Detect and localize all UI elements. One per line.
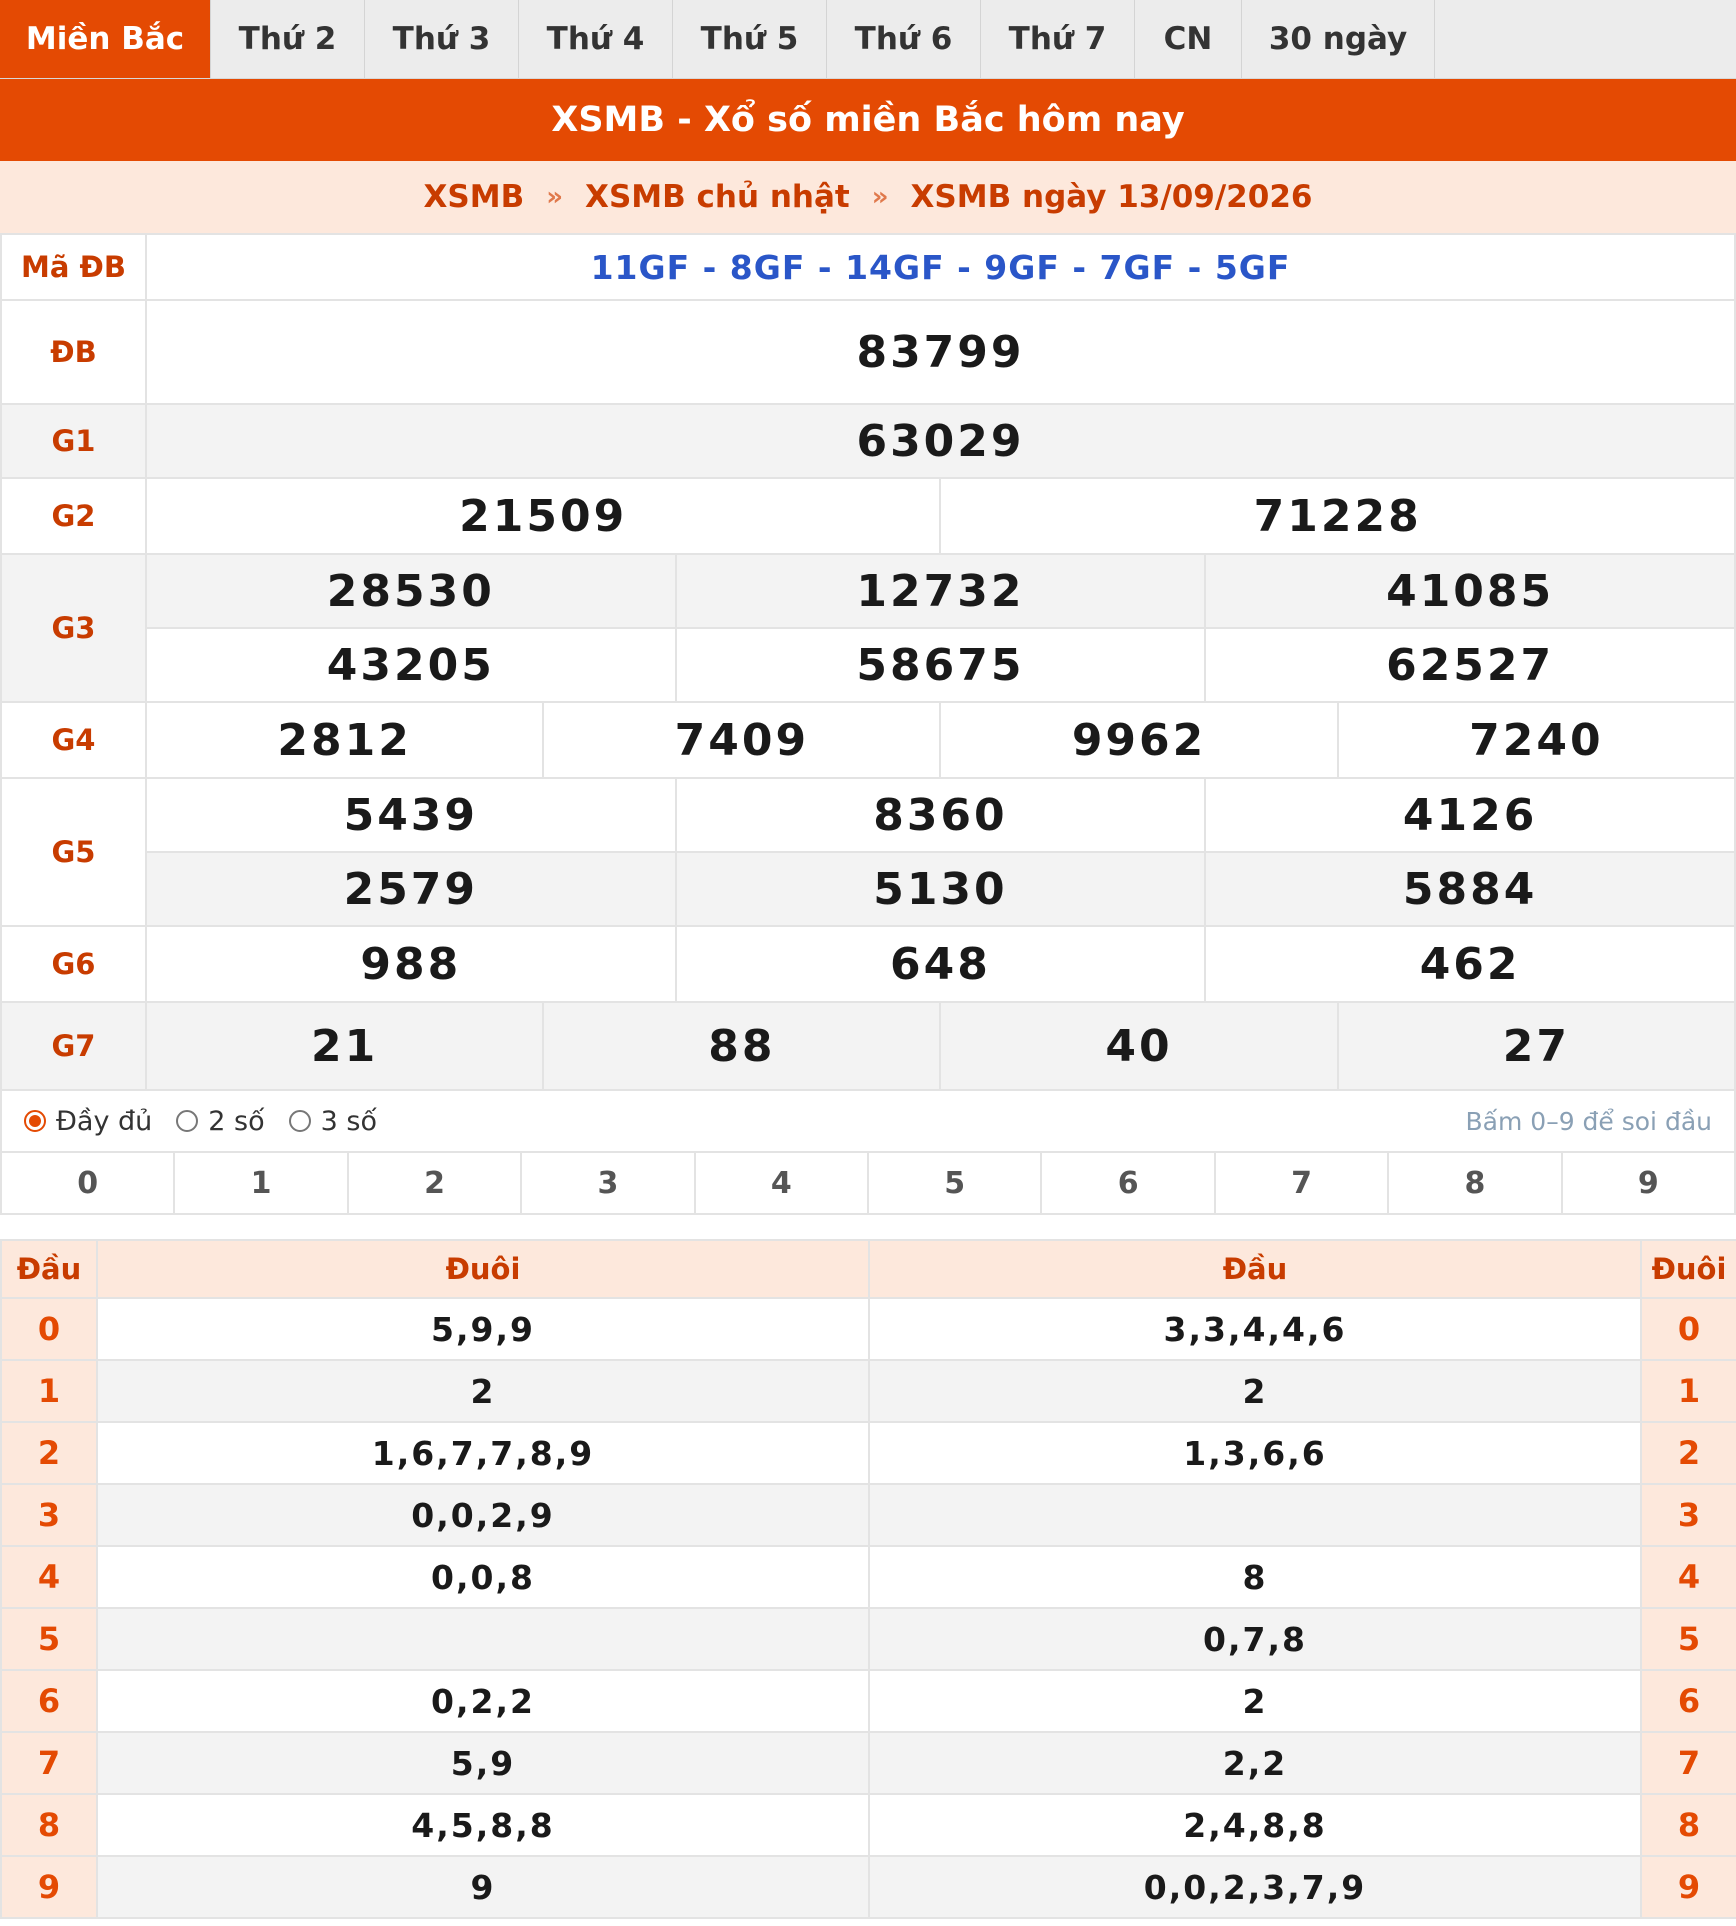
row-g6	[1, 926, 1735, 1002]
radio-icon[interactable]	[289, 1110, 311, 1132]
head-values: 2	[869, 1360, 1641, 1422]
option-label: Đầy đủ	[56, 1105, 153, 1137]
prize-label: G4	[1, 702, 146, 778]
prize-number: 5439	[146, 778, 676, 852]
table-row	[1, 1546, 1736, 1608]
prize-number: 40	[940, 1002, 1337, 1090]
table-row	[1, 1856, 1736, 1918]
prize-number: 988	[146, 926, 676, 1002]
prize-label: G3	[1, 554, 146, 702]
digit-button[interactable]: 5	[869, 1153, 1042, 1213]
prize-number: 5884	[1205, 852, 1735, 926]
option-label: 2 số	[208, 1105, 265, 1137]
tail-values: 2	[97, 1360, 869, 1422]
breadcrumb-xsmb-date[interactable]: XSMB ngày 13/09/2026	[910, 179, 1313, 215]
head-digit: 0	[1, 1298, 97, 1360]
table-row	[1, 1732, 1736, 1794]
tail-values: 9	[97, 1856, 869, 1918]
results-table	[0, 233, 1736, 1091]
head-values: 3,3,4,4,6	[869, 1298, 1641, 1360]
breadcrumb-separator: »	[546, 182, 564, 212]
digit-button[interactable]: 3	[522, 1153, 695, 1213]
loto-table	[0, 1239, 1736, 1919]
tab-thu-4[interactable]: Thứ 4	[519, 0, 673, 78]
tail-digit: 8	[1641, 1794, 1736, 1856]
head-digit: 5	[1, 1608, 97, 1670]
tail-values: 0,2,2	[97, 1670, 869, 1732]
prize-number: 2812	[146, 702, 543, 778]
row-g5	[1, 778, 1735, 852]
head-digit: 9	[1, 1856, 97, 1918]
prize-number: 4126	[1205, 778, 1735, 852]
head-values	[869, 1484, 1641, 1546]
digit-selector	[0, 1153, 1736, 1215]
table-row	[1, 1484, 1736, 1546]
head-digit: 3	[1, 1484, 97, 1546]
prize-number: 648	[676, 926, 1206, 1002]
tab-thu-5[interactable]: Thứ 5	[673, 0, 827, 78]
prize-number: 58675	[676, 628, 1206, 702]
row-g1	[1, 404, 1735, 478]
special-codes: 11GF - 8GF - 14GF - 9GF - 7GF - 5GF	[146, 234, 1735, 300]
tab-thu-2[interactable]: Thứ 2	[211, 0, 365, 78]
prize-number: 8360	[676, 778, 1206, 852]
head-digit: 8	[1, 1794, 97, 1856]
head-values: 1,3,6,6	[869, 1422, 1641, 1484]
breadcrumb-separator: »	[871, 182, 889, 212]
prize-number: 62527	[1205, 628, 1735, 702]
breadcrumb-xsmb-chu-nhat[interactable]: XSMB chủ nhật	[585, 179, 850, 215]
row-g4	[1, 702, 1735, 778]
row-g2	[1, 478, 1735, 554]
tab-cn[interactable]: CN	[1135, 0, 1242, 78]
row-g3	[1, 554, 1735, 628]
tail-values: 5,9,9	[97, 1298, 869, 1360]
prize-number: 5130	[676, 852, 1206, 926]
breadcrumb	[0, 161, 1736, 233]
row-db	[1, 300, 1735, 404]
prize-number: 7409	[543, 702, 940, 778]
prize-number: 43205	[146, 628, 676, 702]
option-3-digits[interactable]	[289, 1106, 377, 1137]
head-values: 2	[869, 1670, 1641, 1732]
digit-button[interactable]: 2	[349, 1153, 522, 1213]
tail-values	[97, 1608, 869, 1670]
prize-label: G6	[1, 926, 146, 1002]
breadcrumb-xsmb[interactable]: XSMB	[423, 179, 525, 215]
digit-button[interactable]: 4	[696, 1153, 869, 1213]
digit-button[interactable]: 7	[1216, 1153, 1389, 1213]
tail-values: 4,5,8,8	[97, 1794, 869, 1856]
prize-number: 41085	[1205, 554, 1735, 628]
prize-number: 2579	[146, 852, 676, 926]
prize-label: G5	[1, 778, 146, 926]
table-row	[1, 1298, 1736, 1360]
tail-digit: 3	[1641, 1484, 1736, 1546]
tail-values: 0,0,8	[97, 1546, 869, 1608]
prize-label: G1	[1, 404, 146, 478]
tab-thu-3[interactable]: Thứ 3	[365, 0, 519, 78]
loto-header	[1, 1240, 1736, 1298]
prize-number: 88	[543, 1002, 940, 1090]
tab-thu-7[interactable]: Thứ 7	[981, 0, 1135, 78]
column-header: Đuôi	[97, 1240, 869, 1298]
tail-values: 1,6,7,7,8,9	[97, 1422, 869, 1484]
row-g3	[1, 628, 1735, 702]
head-values: 0,7,8	[869, 1608, 1641, 1670]
tail-digit: 2	[1641, 1422, 1736, 1484]
tail-digit: 1	[1641, 1360, 1736, 1422]
head-digit: 7	[1, 1732, 97, 1794]
digit-button[interactable]: 8	[1389, 1153, 1562, 1213]
head-values: 0,0,2,3,7,9	[869, 1856, 1641, 1918]
row-ma-db	[1, 234, 1735, 300]
table-row	[1, 1608, 1736, 1670]
tail-digit: 4	[1641, 1546, 1736, 1608]
column-header: Đầu	[869, 1240, 1641, 1298]
day-tabs	[0, 0, 1736, 79]
column-header: Đuôi	[1641, 1240, 1736, 1298]
prize-number: 7240	[1338, 702, 1735, 778]
tab-thu-6[interactable]: Thứ 6	[827, 0, 981, 78]
tail-digit: 0	[1641, 1298, 1736, 1360]
special-prize-number: 83799	[146, 300, 1735, 404]
tail-digit: 7	[1641, 1732, 1736, 1794]
prize-number: 9962	[940, 702, 1337, 778]
digit-button[interactable]: 0	[2, 1153, 175, 1213]
prize-label: Mã ĐB	[1, 234, 146, 300]
option-full[interactable]	[24, 1106, 152, 1137]
head-digit: 4	[1, 1546, 97, 1608]
prize-number: 28530	[146, 554, 676, 628]
head-digit: 1	[1, 1360, 97, 1422]
tail-digit: 6	[1641, 1670, 1736, 1732]
radio-icon[interactable]	[176, 1110, 198, 1132]
tail-values: 5,9	[97, 1732, 869, 1794]
radio-icon[interactable]	[24, 1110, 46, 1132]
prize-number: 71228	[940, 478, 1735, 554]
prize-number: 27	[1338, 1002, 1735, 1090]
row-g5	[1, 852, 1735, 926]
tab-30-ngay[interactable]: 30 ngày	[1242, 0, 1435, 78]
head-digit: 2	[1, 1422, 97, 1484]
digit-button[interactable]: 1	[175, 1153, 348, 1213]
head-digit: 6	[1, 1670, 97, 1732]
tail-digit: 9	[1641, 1856, 1736, 1918]
head-values: 8	[869, 1546, 1641, 1608]
table-row	[1, 1422, 1736, 1484]
filter-hint: Bấm 0–9 để soi đầu	[1465, 1106, 1712, 1136]
prize-label: ĐB	[1, 300, 146, 404]
table-row	[1, 1794, 1736, 1856]
option-2-digits[interactable]	[176, 1106, 264, 1137]
head-values: 2,4,8,8	[869, 1794, 1641, 1856]
prize-label: G2	[1, 478, 146, 554]
prize-number: 63029	[146, 404, 1735, 478]
digit-button[interactable]: 6	[1042, 1153, 1215, 1213]
prize-number: 21509	[146, 478, 940, 554]
page-title: XSMB - Xổ số miền Bắc hôm nay	[0, 79, 1736, 161]
table-row	[1, 1670, 1736, 1732]
display-filter	[0, 1091, 1736, 1153]
tail-digit: 5	[1641, 1608, 1736, 1670]
head-values: 2,2	[869, 1732, 1641, 1794]
option-label: 3 số	[320, 1105, 377, 1137]
row-g7	[1, 1002, 1735, 1090]
prize-number: 462	[1205, 926, 1735, 1002]
table-row	[1, 1360, 1736, 1422]
column-header: Đầu	[1, 1240, 97, 1298]
prize-label: G7	[1, 1002, 146, 1090]
prize-number: 12732	[676, 554, 1206, 628]
tail-values: 0,0,2,9	[97, 1484, 869, 1546]
digit-button[interactable]: 9	[1563, 1153, 1736, 1213]
prize-number: 21	[146, 1002, 543, 1090]
tab-mien-bac[interactable]: Miền Bắc	[0, 0, 211, 78]
